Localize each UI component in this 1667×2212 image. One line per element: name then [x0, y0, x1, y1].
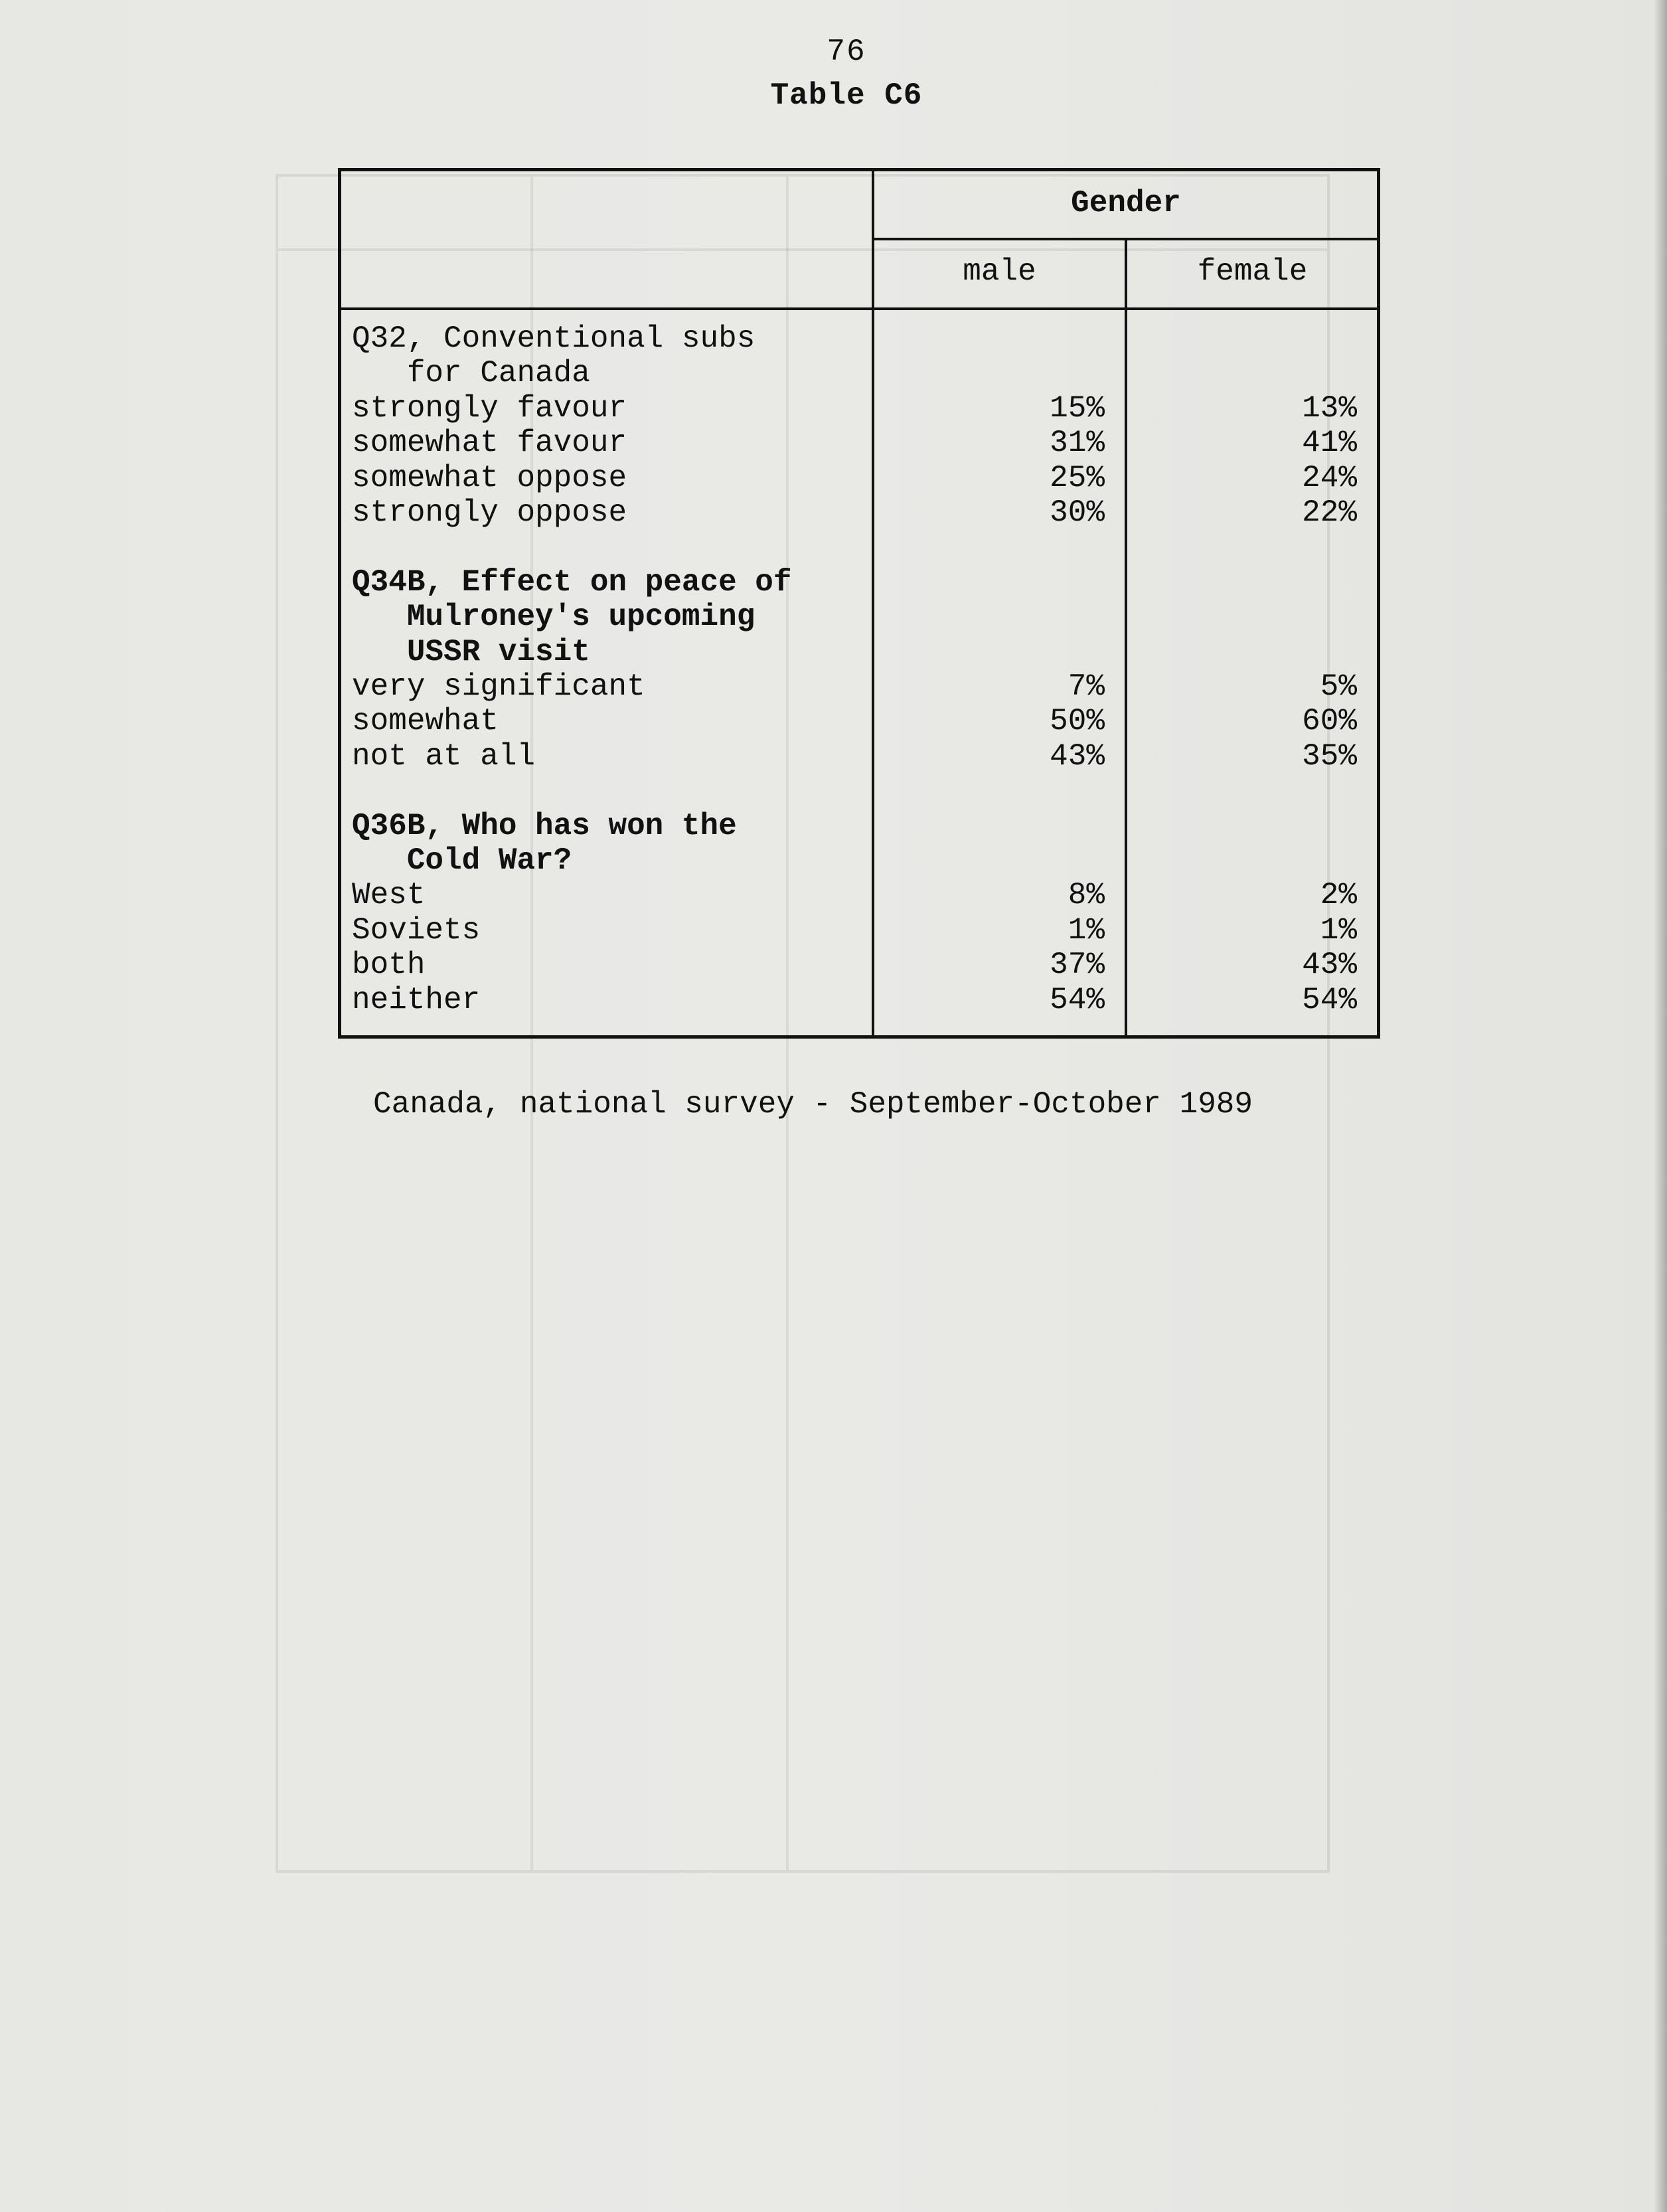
question-title: Mulroney's upcoming	[352, 600, 755, 635]
cell-female: 2%	[1320, 878, 1357, 913]
cell-male: 30%	[1050, 495, 1105, 530]
cell-female: 5%	[1320, 669, 1357, 704]
row-label: West	[352, 878, 426, 913]
cell-female: 41%	[1302, 426, 1357, 461]
cell-male: 50%	[1050, 704, 1105, 739]
row-label: strongly oppose	[352, 495, 627, 530]
row-label: somewhat oppose	[352, 460, 627, 495]
question-title: Q34B, Effect on peace of	[352, 564, 792, 600]
gender-header: Gender	[1071, 186, 1181, 220]
cell-male: 43%	[1050, 738, 1105, 774]
page-number: 76	[827, 35, 866, 69]
header-bottom-rule	[340, 307, 1379, 310]
cell-male: 31%	[1050, 426, 1105, 461]
row-label: somewhat favour	[352, 426, 627, 461]
table-footnote: Canada, national survey - September-October 1989	[373, 1087, 1253, 1122]
cell-female: 35%	[1302, 738, 1357, 774]
page-edge-shadow	[1654, 0, 1667, 2212]
cell-female: 13%	[1302, 390, 1357, 426]
row-label: neither	[352, 982, 481, 1017]
cell-male: 25%	[1050, 460, 1105, 495]
cell-male: 1%	[1068, 912, 1105, 948]
question-title: Q36B, Who has won the	[352, 808, 737, 843]
cell-male: 8%	[1068, 878, 1105, 913]
cell-male: 37%	[1050, 948, 1105, 983]
row-label: very significant	[352, 669, 645, 704]
table-title: Table C6	[770, 78, 923, 113]
question-title: Cold War?	[352, 843, 572, 878]
cell-female: 43%	[1302, 948, 1357, 983]
cell-male: 15%	[1050, 390, 1105, 426]
row-label: both	[352, 948, 426, 983]
row-label: strongly favour	[352, 390, 627, 426]
column-header-female: female	[1197, 254, 1308, 289]
column-header-male: male	[963, 254, 1036, 289]
row-label: Soviets	[352, 912, 481, 948]
cell-male: 7%	[1068, 669, 1105, 704]
cell-female: 24%	[1302, 460, 1357, 495]
question-title: Q32, Conventional subs	[352, 321, 755, 356]
cell-female: 22%	[1302, 495, 1357, 530]
row-label: not at all	[352, 738, 536, 774]
question-title: USSR visit	[352, 634, 590, 669]
gender-column-divider	[1125, 238, 1127, 1039]
cell-male: 54%	[1050, 982, 1105, 1017]
cell-female: 1%	[1320, 912, 1357, 948]
cell-female: 54%	[1302, 982, 1357, 1017]
cell-female: 60%	[1302, 704, 1357, 739]
gender-header-divider	[872, 238, 1378, 240]
row-label: somewhat	[352, 704, 499, 739]
question-title: for Canada	[352, 356, 590, 391]
label-column-divider	[872, 170, 874, 1037]
data-table	[338, 168, 1380, 1039]
